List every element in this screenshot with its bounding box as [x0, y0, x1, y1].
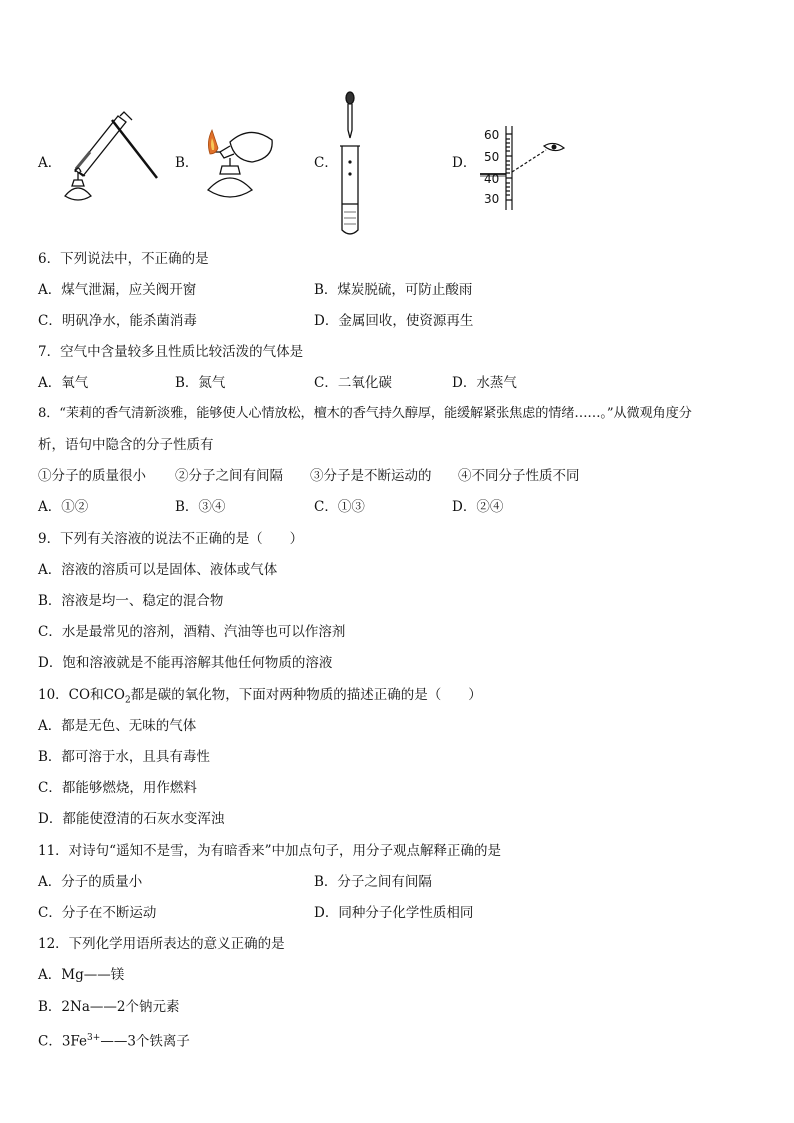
q11-option-c[interactable]: C．分子在不断运动: [38, 905, 157, 921]
q12-option-b[interactable]: B．2Na——2个钠元素: [38, 999, 180, 1015]
q8-statement-1: ①分子的质量很小: [38, 468, 146, 484]
cylinder-tick-50: 50: [484, 150, 500, 164]
question-11-stem: 11．对诗句“遥知不是雪，为有暗香来”中加点句子，用分子观点解释正确的是: [38, 843, 501, 859]
lighting-alcohol-lamp-figure: [200, 118, 290, 212]
q8-statement-2: ②分子之间有间隔: [175, 468, 283, 484]
figure-option-c-label: C．: [314, 155, 338, 171]
q8-statement-4: ④不同分子性质不同: [458, 468, 580, 484]
q10-option-c[interactable]: C．都能够燃烧，用作燃料: [38, 780, 197, 796]
q9-option-a[interactable]: A．溶液的溶质可以是固体、液体或气体: [38, 562, 278, 578]
graduated-cylinder-figure: [476, 126, 586, 210]
figure-option-b-label: B．: [175, 155, 199, 171]
cylinder-tick-60: 60: [484, 128, 500, 142]
question-7-stem: 7．空气中含量较多且性质比较活泼的气体是: [38, 344, 304, 360]
figure-option-a-label: A．: [38, 155, 62, 171]
q10-stem-pre: 10．CO和CO: [38, 687, 125, 703]
cylinder-tick-40: 40: [484, 172, 500, 186]
cylinder-tick-30: 30: [484, 192, 500, 206]
q7-option-d[interactable]: D．水蒸气: [452, 375, 517, 391]
q8-option-d[interactable]: D．②④: [452, 499, 504, 515]
q11-option-a[interactable]: A．分子的质量小: [38, 874, 143, 890]
cylinder-scale-and-eye: [476, 126, 586, 210]
q12-option-c-pre: C．3Fe: [38, 1033, 88, 1050]
q6-option-d[interactable]: D．金属回收，使资源再生: [314, 313, 474, 329]
q9-option-d[interactable]: D．饱和溶液就是不能再溶解其他任何物质的溶液: [38, 655, 333, 671]
q11-option-d[interactable]: D．同种分子化学性质相同: [314, 905, 474, 921]
q12-option-a[interactable]: A．Mg——镁: [38, 967, 125, 983]
question-8-stem-line2: 析，语句中隐含的分子性质有: [38, 437, 214, 453]
q12-option-c-post: ——3个铁离子: [100, 1033, 190, 1050]
figure-option-d-label: D．: [452, 155, 477, 171]
q10-stem-post: 都是碳的氧化物，下面对两种物质的描述正确的是（ ）: [130, 687, 482, 703]
question-6-stem: 6．下列说法中，不正确的是: [38, 251, 209, 267]
heating-test-tube-figure: [60, 108, 165, 210]
q11-option-b[interactable]: B．分子之间有间隔: [314, 874, 432, 890]
q8-statement-3: ③分子是不断运动的: [310, 468, 432, 484]
q8-option-b[interactable]: B．③④: [175, 499, 226, 515]
q12-option-c-superscript: 3+: [87, 1033, 101, 1043]
q7-option-b[interactable]: B．氮气: [175, 375, 226, 391]
q10-option-a[interactable]: A．都是无色、无味的气体: [38, 718, 197, 734]
q6-option-b[interactable]: B．煤炭脱硫，可防止酸雨: [314, 282, 473, 298]
q12-option-c[interactable]: [38, 1029, 190, 1051]
q7-option-c[interactable]: C．二氧化碳: [314, 375, 392, 391]
q6-option-a[interactable]: A．煤气泄漏，应关阀开窗: [38, 282, 197, 298]
q7-option-a[interactable]: A．氧气: [38, 375, 89, 391]
q8-option-a[interactable]: A．①②: [38, 499, 89, 515]
question-10-stem: [38, 686, 482, 710]
q9-option-b[interactable]: B．溶液是均一、稳定的混合物: [38, 593, 224, 609]
q10-stem-subscript: 2: [124, 695, 131, 706]
question-9-stem: 9．下列有关溶液的说法不正确的是（ ）: [38, 531, 304, 547]
q10-option-b[interactable]: B．都可溶于水，且具有毒性: [38, 749, 210, 765]
question-12-stem: 12．下列化学用语所表达的意义正确的是: [38, 936, 285, 952]
q9-option-c[interactable]: C．水是最常见的溶剂，酒精、汽油等也可以作溶剂: [38, 624, 346, 640]
q6-option-c[interactable]: C．明矾净水，能杀菌消毒: [38, 313, 197, 329]
dropper-test-tube-figure: [332, 88, 372, 240]
q10-option-d[interactable]: D．都能使澄清的石灰水变浑浊: [38, 811, 225, 827]
q8-option-c[interactable]: C．①③: [314, 499, 365, 515]
question-8-stem-line1: 8．“茉莉的香气清新淡雅，能够使人心情放松，檀木的香气持久醇厚，能缓解紧张焦虑的情绪……。”从微观角度分: [38, 406, 692, 421]
